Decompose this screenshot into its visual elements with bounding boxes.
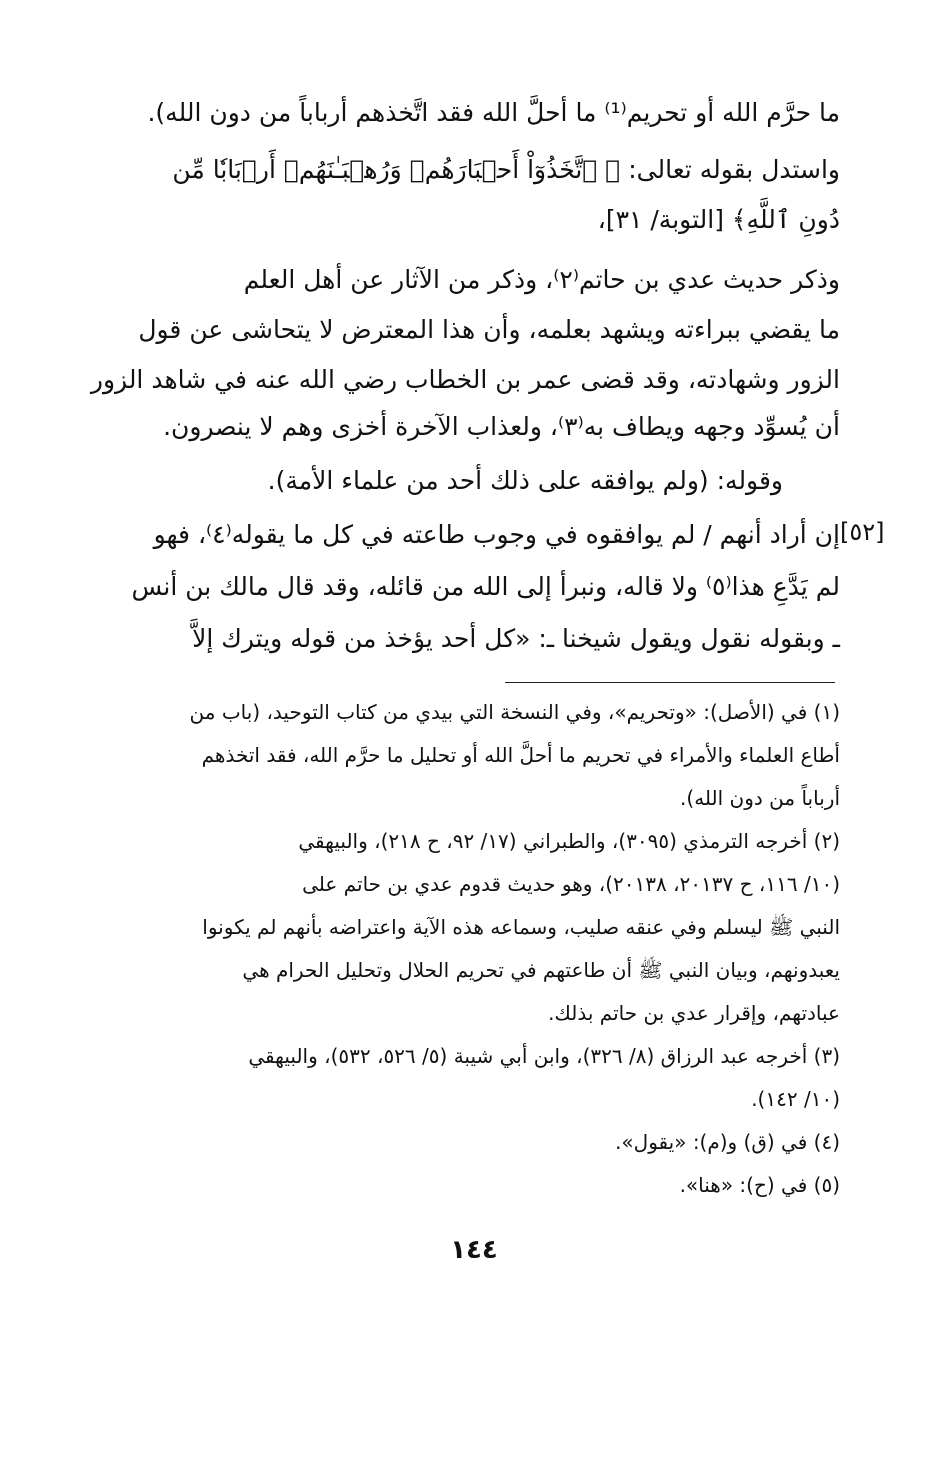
footnote-separator [505,682,835,683]
footnote-line-8: عبادتهم، وإقرار عدي بن حاتم بذلك. [548,1001,840,1025]
page-number: ١٤٤ [450,1235,498,1265]
footnote-line-9: (٣) أخرجه عبد الرزاق (٨/ ٣٢٦)، وابن أبي شيبة (٥/ ٥٢٦، ٥٣٢)، والبيهقي [248,1044,840,1068]
main-line-11: ـ وبقوله نقول ويقول شيخنا ـ: «كل أحد يؤخذ من قوله ويترك إلاَّ [192,624,840,653]
footnote-line-4: (٢) أخرجه الترمذي (٣٠٩٥)، والطبراني (١٧/ ٩٢، ح ٢١٨)، والبيهقي [298,829,840,853]
main-line-3: دُونِ ٱللَّهِ﴾ [التوبة/ ٣١]، [597,205,840,234]
main-line-8: وقوله: (ولم يوافقه على ذلك أحد من علماء الأمة). [267,466,783,495]
main-line-6: الزور وشهادته، وقد قضى عمر بن الخطاب رضي الله عنه في شاهد الزور [90,365,840,394]
footnote-line-2: أطاع العلماء والأمراء في تحريم ما أحلَّ الله أو تحليل ما حرَّم الله، فقد اتخذهم [201,743,840,767]
main-line-1: ما حرَّم الله أو تحريم⁽¹⁾ ما أحلَّ الله فقد اتَّخذهم أرباباً من دون الله). [147,98,840,127]
footnote-line-7: يعبدونهم، وبيان النبي ﷺ أن طاعتهم في تحريم الحلال وتحليل الحرام هي [242,958,840,982]
footnote-line-3: أرباباً من دون الله). [680,786,840,810]
footnote-line-10: (١٠/ ١٤٢). [751,1087,840,1111]
footnote-line-12: (٥) في (ح): «هنا». [679,1173,840,1197]
main-line-2: واستدل بقوله تعالى: ﴿ ٱتَّخَذُوٓاْ أَحۡبَارَهُمۡ وَرُهۡبَـٰنَهُمۡ أَرۡبَابٗا مِّن [172,155,840,184]
main-line-9: إن أراد أنهم / لم يوافقوه في وجوب طاعته في كل ما يقوله⁽٤⁾، فهو [153,520,840,549]
footnote-line-6: النبي ﷺ ليسلم وفي عنقه صليب، وسماعه هذه الآية واعتراضه بأنهم لم يكونوا [202,915,840,939]
main-line-10: لم يَدَّعِ هذا⁽٥⁾ ولا قاله، ونبرأ إلى الله من قائله، وقد قال مالك بن أنس [131,572,840,601]
main-line-5: ما يقضي ببراءته ويشهد بعلمه، وأن هذا المعترض لا يتحاشى عن قول [138,315,840,344]
main-line-7: أن يُسوِّد وجهه ويطاف به⁽٣⁾، ولعذاب الآخرة أخزى وهم لا ينصرون. [163,412,840,441]
footnote-line-11: (٤) في (ق) و(م): «يقول». [615,1130,840,1154]
footnote-line-1: (١) في (الأصل): «وتحريم»، وفي النسخة التي بيدي من كتاب التوحيد، (باب من [189,700,840,724]
manuscript-page-marker: [٥٢] [840,518,885,546]
main-line-4: وذكر حديث عدي بن حاتم⁽٢⁾، وذكر من الآثار عن أهل العلم [243,265,840,294]
footnote-line-5: (١٠/ ١١٦، ح ٢٠١٣٧، ٢٠١٣٨)، وهو حديث قدوم عدي بن حاتم على [302,872,840,896]
